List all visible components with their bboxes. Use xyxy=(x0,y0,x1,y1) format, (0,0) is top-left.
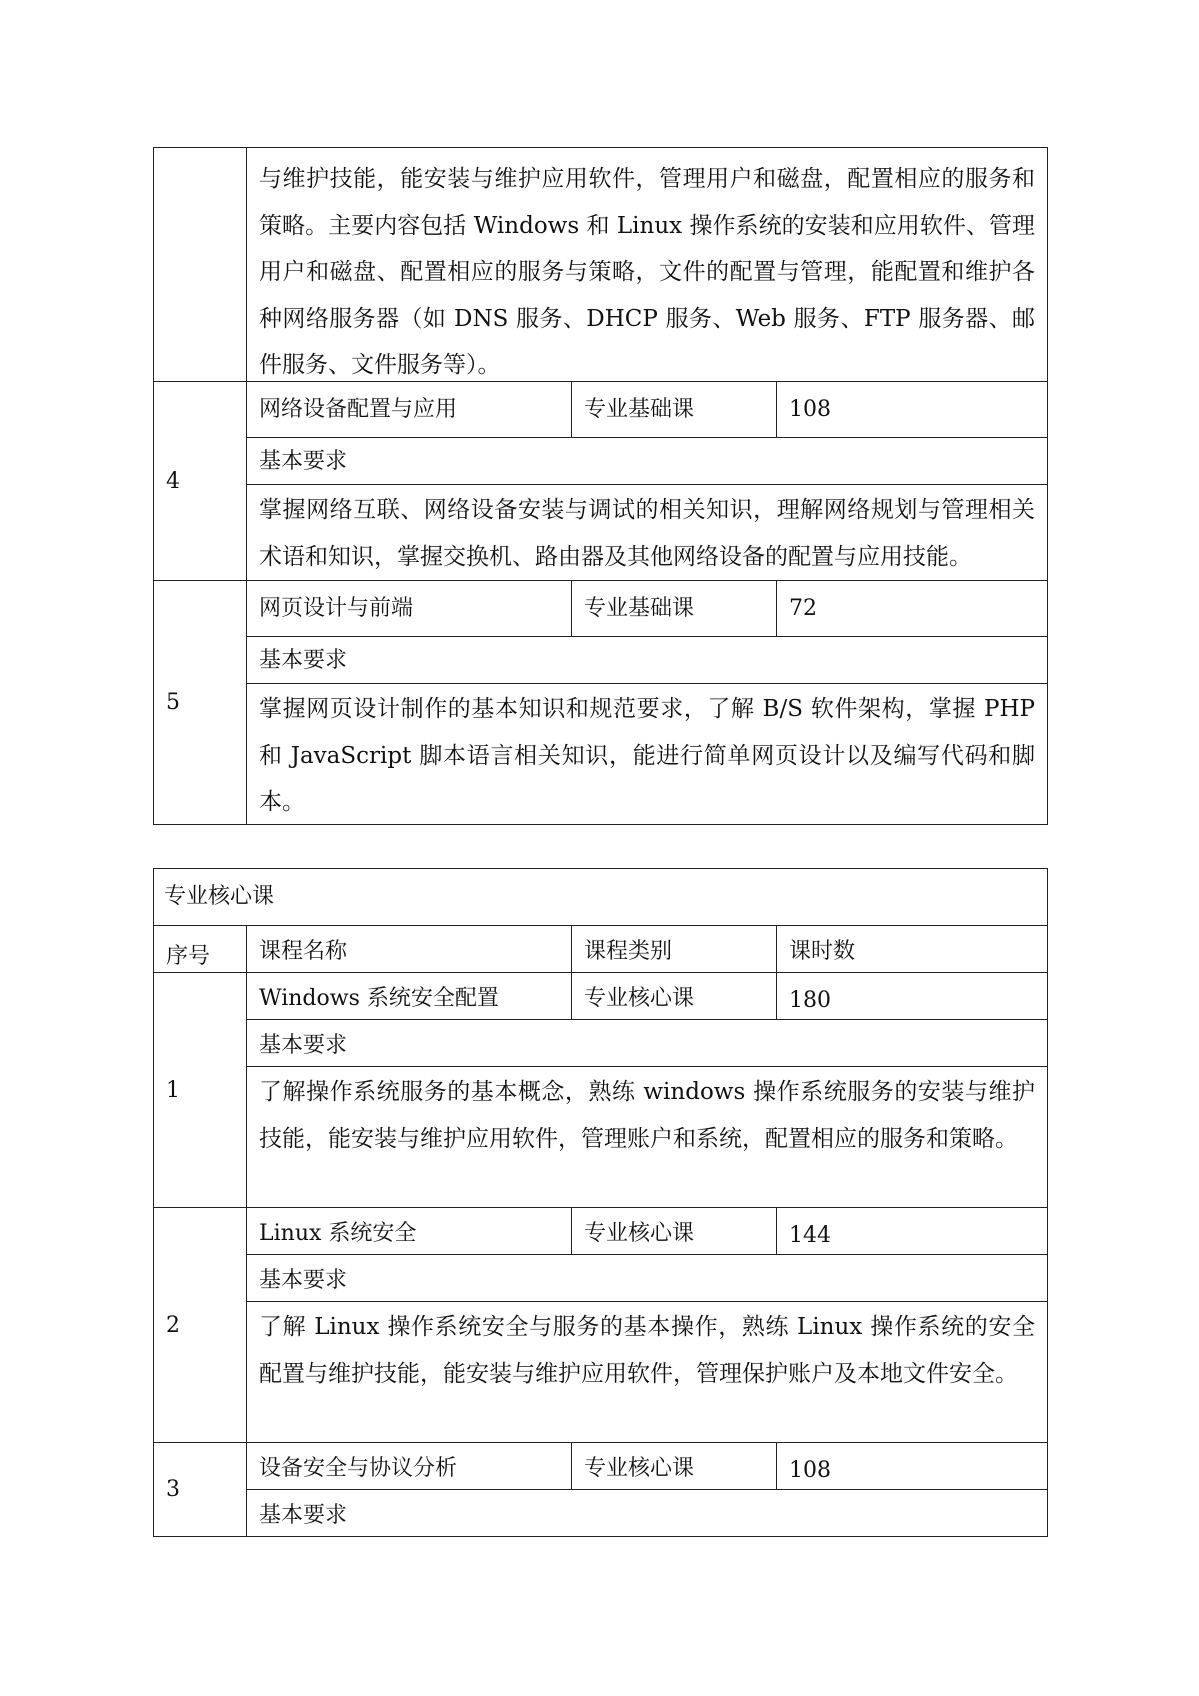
course-group xyxy=(154,1208,1047,1443)
requirement-label: 基本要求 xyxy=(259,648,348,673)
course-name: 网页设计与前端 xyxy=(247,581,572,636)
course-type: 专业核心课 xyxy=(572,973,777,1019)
requirement-label: 基本要求 xyxy=(259,1503,348,1528)
course-table-foundation xyxy=(153,147,1048,825)
course-type: 专业核心课 xyxy=(572,1443,777,1489)
course-name: Windows 系统安全配置 xyxy=(247,973,572,1019)
continuation-row xyxy=(154,148,1047,382)
course-hours: 72 xyxy=(789,596,817,621)
course-type: 专业核心课 xyxy=(572,1208,777,1254)
course-name: 网络设备配置与应用 xyxy=(247,382,572,437)
course-name: Linux 系统安全 xyxy=(247,1208,572,1254)
header-type: 课程类别 xyxy=(572,926,777,972)
requirement-text: 掌握网络互联、网络设备安装与调试的相关知识，理解网络规划与管理相关术语和知识，掌握交换机、路由器及其他网络设备的配置与应用技能。 xyxy=(259,497,1035,570)
course-index: 2 xyxy=(154,1208,247,1442)
requirement-text: 了解 Linux 操作系统安全与服务的基本操作，熟练 Linux 操作系统的安全配置与维护技能，能安装与维护应用软件，管理保护账户及本地文件安全。 xyxy=(259,1314,1035,1387)
requirement-label: 基本要求 xyxy=(259,1268,348,1293)
header-hours: 课时数 xyxy=(789,939,856,964)
course-index: 1 xyxy=(154,973,247,1207)
course-type: 专业基础课 xyxy=(572,382,777,437)
requirement-label: 基本要求 xyxy=(259,1033,348,1058)
course-name: 设备安全与协议分析 xyxy=(247,1443,572,1489)
course-hours: 108 xyxy=(789,397,831,422)
header-index: 序号 xyxy=(154,926,247,972)
course-group xyxy=(154,581,1047,824)
course-group xyxy=(154,973,1047,1208)
header-name: 课程名称 xyxy=(247,926,572,972)
index-cell-empty xyxy=(154,148,247,381)
course-index: 4 xyxy=(154,382,247,580)
course-group xyxy=(154,382,1047,581)
table-title: 专业核心课 xyxy=(164,884,275,909)
course-group xyxy=(154,1443,1047,1536)
course-index: 5 xyxy=(154,581,247,824)
continuation-text: 与维护技能，能安装与维护应用软件，管理用户和磁盘，配置相应的服务和策略。主要内容包括 Windows 和 Linux 操作系统的安装和应用软件、管理用户和磁盘、配置相应的服务与策略，文件的配置与管理，能配置和维护各种网络服务器（如 DNS 服务、DHCP 服务、Web 服务、FTP 服务器、邮件服务、文件服务等）。 xyxy=(259,166,1035,378)
course-index: 3 xyxy=(154,1443,247,1536)
course-type: 专业基础课 xyxy=(572,581,777,636)
course-hours: 144 xyxy=(789,1223,831,1248)
requirement-text: 掌握网页设计制作的基本知识和规范要求，了解 B/S 软件架构，掌握 PHP 和 JavaScript 脚本语言相关知识，能进行简单网页设计以及编写代码和脚本。 xyxy=(259,696,1035,815)
course-table-core xyxy=(153,868,1048,1537)
requirement-label: 基本要求 xyxy=(259,449,348,474)
course-hours: 108 xyxy=(789,1458,831,1483)
requirement-text: 了解操作系统服务的基本概念，熟练 windows 操作系统服务的安装与维护技能，能安装与维护应用软件，管理账户和系统，配置相应的服务和策略。 xyxy=(259,1079,1035,1152)
course-hours: 180 xyxy=(789,988,831,1013)
